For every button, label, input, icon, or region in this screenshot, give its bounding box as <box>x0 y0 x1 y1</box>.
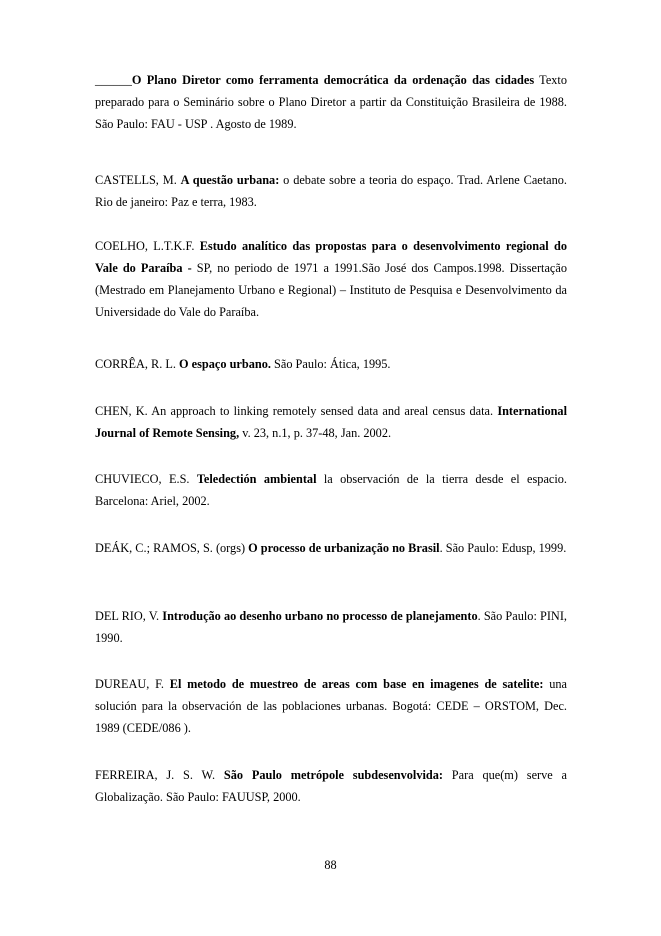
reference-title: Estudo analítico das propostas para o desenvolvimento regional do Vale do Paraíba - <box>95 239 567 275</box>
reference-title: O espaço urbano. <box>179 357 271 371</box>
reference-entry <box>95 69 567 135</box>
reference-author: DUREAU, F. <box>95 677 170 691</box>
reference-details: . São Paulo: PINI, 1990. <box>95 609 567 645</box>
page-number: 88 <box>324 858 337 872</box>
reference-entry <box>95 400 567 444</box>
reference-author: CASTELLS, M. <box>95 173 181 187</box>
reference-entry <box>95 468 567 512</box>
reference-title: International Journal of Remote Sensing, <box>95 404 567 440</box>
reference-details: v. 23, n.1, p. 37-48, Jan. 2002. <box>239 426 392 440</box>
reference-author: FERREIRA, J. S. W. <box>95 768 224 782</box>
reference-details: SP, no periodo de 1971 a 1991.São José dos Campos.1998. Dissertação (Mestrado em Planejamento Urbano e Regional) – Instituto de Pesquisa e Desenvolvimento da Universidade do Vale do Paraíba. <box>95 261 567 319</box>
reference-title: Teledectión ambiental <box>196 472 317 486</box>
reference-details: São Paulo: Ática, 1995. <box>270 357 391 371</box>
reference-entry <box>95 235 567 323</box>
reference-entry <box>95 169 567 213</box>
reference-title: São Paulo metrópole subdesenvolvida: <box>223 768 443 782</box>
reference-entry <box>95 353 567 375</box>
reference-author: DEÁK, C.; RAMOS, S. (orgs) <box>95 541 249 555</box>
reference-author: CHEN, K. An approach to linking remotely sensed data and areal census data. <box>95 404 498 418</box>
reference-author: CHUVIECO, E.S. <box>95 472 197 486</box>
reference-details: Para que(m) serve a Globalização. São Paulo: FAUUSP, 2000. <box>95 768 567 804</box>
reference-entry <box>95 673 567 739</box>
reference-author: COELHO, L.T.K.F. <box>95 239 200 253</box>
reference-details: . São Paulo: Edusp, 1999. <box>439 541 567 555</box>
reference-title: O processo de urbanização no Brasil <box>248 541 440 555</box>
reference-details: la observación de la tierra desde el espacio. Barcelona: Ariel, 2002. <box>95 472 567 508</box>
reference-entry <box>95 764 567 808</box>
reference-details: o debate sobre a teoria do espaço. Trad. Arlene Caetano. Rio de janeiro: Paz e terra, 1983. <box>95 173 567 209</box>
reference-author: DEL RIO, V. <box>95 609 163 623</box>
reference-entry <box>95 537 567 559</box>
reference-entry <box>95 605 567 649</box>
reference-title: O Plano Diretor como ferramenta democrática da ordenação das cidades <box>131 73 535 87</box>
reference-author: CORRÊA, R. L. <box>95 357 180 371</box>
reference-title: El metodo de muestreo de areas com base en imagenes de satelite: <box>169 677 544 691</box>
reference-author: ______ <box>95 73 132 87</box>
reference-title: Introdução ao desenho urbano no processo de planejamento <box>162 609 478 623</box>
reference-details: una solución para la observación de las poblaciones urbanas. Bogotá: CEDE – ORSTOM, Dec. 1989 (CEDE/086 ). <box>95 677 567 735</box>
reference-details: Texto preparado para o Seminário sobre o Plano Diretor a partir da Constituição Brasileira de 1988. São Paulo: FAU - USP . Agosto de 1989. <box>95 73 567 131</box>
reference-title: A questão urbana: <box>180 173 280 187</box>
